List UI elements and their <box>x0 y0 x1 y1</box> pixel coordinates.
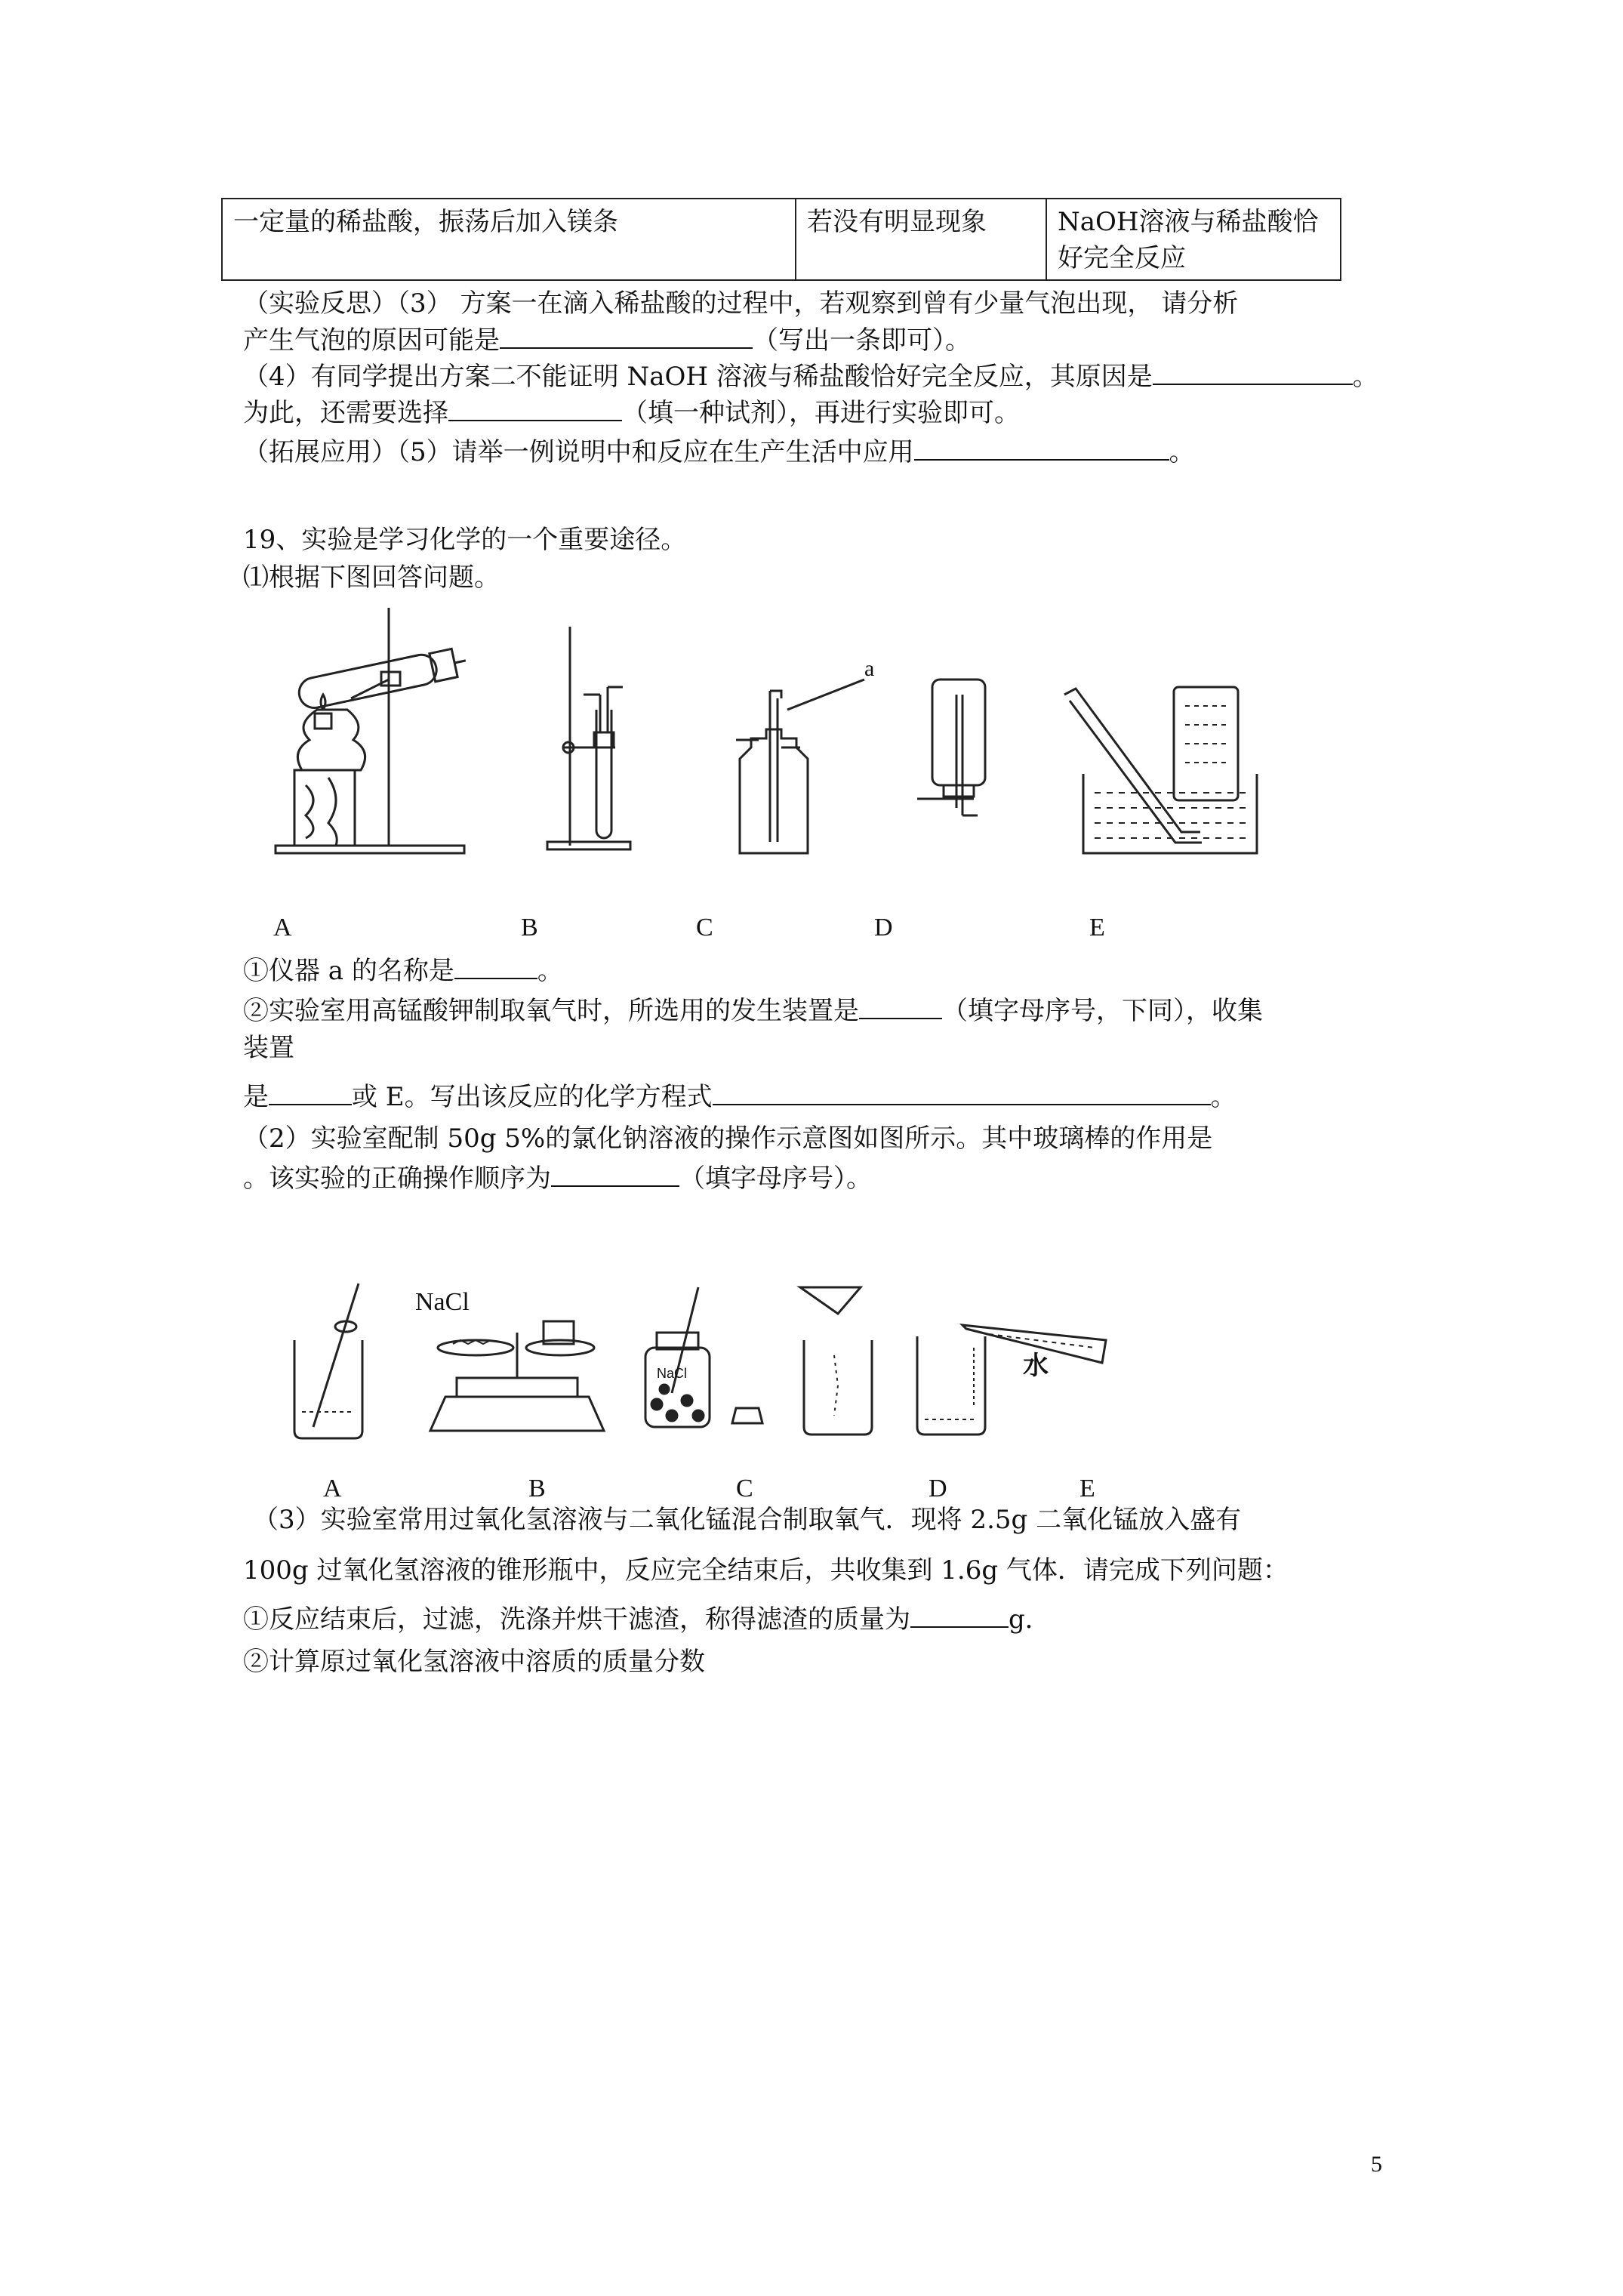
step-e-add-water <box>917 1325 1106 1435</box>
reflection-line-5-b: 。 <box>1169 437 1195 467</box>
q19-part-3-c: ①反应结束后，过滤，洗涤并烘干滤渣，称得滤渣的质量为 <box>243 1604 910 1635</box>
fig2-label-b: B <box>528 1475 546 1502</box>
step-a-dissolve <box>294 1284 362 1438</box>
reflection-line-1: （实验反思）（3） 方案一在滴入稀盐酸的过程中，若观察到曾有少量气泡出现， 请分析 <box>243 288 1239 319</box>
reflection-line-5 <box>243 436 1195 467</box>
q19-sub-2-line <box>243 1081 1236 1112</box>
reflection-line-4-a: 为此，还需要选择 <box>243 398 448 428</box>
fig1-label-c: C <box>696 914 713 942</box>
q19-part-3-line-3 <box>243 1604 1051 1635</box>
q19-part-2-c: （填字母序号）。 <box>679 1163 872 1194</box>
q19-sub-2-f: 。 <box>1210 1082 1236 1112</box>
answer-blank[interactable] <box>859 995 942 1019</box>
answer-blank[interactable] <box>551 1163 679 1187</box>
q19-sub-1-end: 。 <box>537 956 563 986</box>
q19-part-3-line-4: ②计算原过氧化氢溶液中溶质的质量分数 <box>243 1647 705 1677</box>
reflection-line-4 <box>243 397 1020 428</box>
reflection-line-3-b: 。 <box>1352 362 1378 392</box>
apparatus-c <box>736 680 864 853</box>
experiment-table <box>221 198 1341 281</box>
conclusion-line-2: 好完全反应 <box>1058 243 1186 273</box>
fig2-label-e: E <box>1079 1475 1095 1502</box>
gas-apparatus-figure <box>268 596 1325 868</box>
conclusion-line-1: NaOH溶液与稀盐酸恰 <box>1058 207 1319 237</box>
step-c-take-salt <box>645 1287 762 1427</box>
q19-sub-2-e: 或 E。写出该反应的化学方程式 <box>352 1082 713 1112</box>
reflection-line-2-a: 产生气泡的原因可能是 <box>243 325 500 356</box>
q19-sub-2-cont: 装置 <box>243 1033 294 1063</box>
page-number: 5 <box>1371 2152 1382 2177</box>
question-19-title: 19、实验是学习化学的一个重要途径。 <box>243 525 687 555</box>
reflection-line-2-b: （写出一条即可）。 <box>753 325 971 356</box>
q19-part-3-line-1: （3）实验室常用过氧化氢溶液与二氧化锰混合制取氧气．现将 2.5g 二氧化锰放入盛有 <box>253 1505 1242 1535</box>
step-d-pour-salt <box>800 1287 872 1435</box>
answer-blank[interactable] <box>454 955 537 979</box>
fig2-label-a: A <box>323 1475 342 1502</box>
reflection-line-2 <box>243 325 971 356</box>
table-cell-phenomenon: 若没有明显现象 <box>796 199 1046 280</box>
answer-blank[interactable] <box>500 325 753 349</box>
reflection-line-3-a: （4）有同学提出方案二不能证明 NaOH 溶液与稀盐酸恰好完全反应，其原因是 <box>243 362 1153 392</box>
q19-sub-2-a: ②实验室用高锰酸钾制取氧气时，所选用的发生装置是 <box>243 996 859 1026</box>
q19-sub-2-b: （填字母序号，下同），收集 <box>942 996 1263 1026</box>
answer-blank[interactable] <box>1153 361 1353 385</box>
instrument-a-label: a <box>864 656 875 681</box>
answer-blank[interactable] <box>269 1081 352 1105</box>
answer-blank[interactable] <box>713 1081 1211 1105</box>
fig1-label-b: B <box>521 914 538 942</box>
apparatus-d <box>917 680 985 815</box>
water-label: 水 <box>1023 1351 1049 1380</box>
q19-sub-1-text: ①仪器 a 的名称是 <box>243 956 454 986</box>
q19-part-3-line-2: 100g 过氧化氢溶液的锥形瓶中，反应完全结束后，共收集到 1.6g 气体．请完成下列问题： <box>243 1555 1289 1586</box>
fig1-label-e: E <box>1089 914 1105 942</box>
nacl-label: NaCl <box>415 1288 470 1316</box>
table-row <box>222 199 1341 280</box>
reflection-line-5-a: （拓展应用）（5）请举一例说明中和反应在生产生活中应用 <box>243 437 914 467</box>
q19-part-2-line-2 <box>243 1163 872 1194</box>
q19-part-2-b: 。该实验的正确操作顺序为 <box>243 1163 551 1194</box>
q19-sub-2-d: 是 <box>243 1082 269 1112</box>
fig1-label-d: D <box>874 914 893 942</box>
solution-preparation-figure <box>279 1272 1283 1442</box>
step-b-weigh <box>430 1321 604 1431</box>
nacl-jar-label: NaCl <box>657 1366 688 1381</box>
fig2-label-c: C <box>736 1475 753 1502</box>
reflection-line-3 <box>243 361 1378 392</box>
q19-part-2-line-1: （2）实验室配制 50g 5%的氯化钠溶液的操作示意图如图所示。其中玻璃棒的作用是 <box>243 1123 1213 1154</box>
fig1-label-a: A <box>273 914 292 942</box>
reflection-line-4-b: （填一种试剂），再进行实验即可。 <box>622 398 1020 428</box>
q19-sub-2 <box>243 995 1263 1026</box>
fig2-label-d: D <box>929 1475 947 1502</box>
apparatus-b <box>547 627 630 849</box>
apparatus-a <box>276 608 469 853</box>
q19-part-3-d: g． <box>1009 1604 1051 1635</box>
answer-blank[interactable] <box>448 397 622 421</box>
answer-blank[interactable] <box>910 1604 1009 1628</box>
answer-blank[interactable] <box>914 436 1169 461</box>
table-cell-operation: 一定量的稀盐酸，振荡后加入镁条 <box>222 199 796 280</box>
table-cell-conclusion <box>1046 199 1341 280</box>
question-19-part-1: ⑴根据下图回答问题。 <box>243 562 500 593</box>
apparatus-e <box>1064 687 1257 853</box>
q19-sub-1 <box>243 955 563 986</box>
